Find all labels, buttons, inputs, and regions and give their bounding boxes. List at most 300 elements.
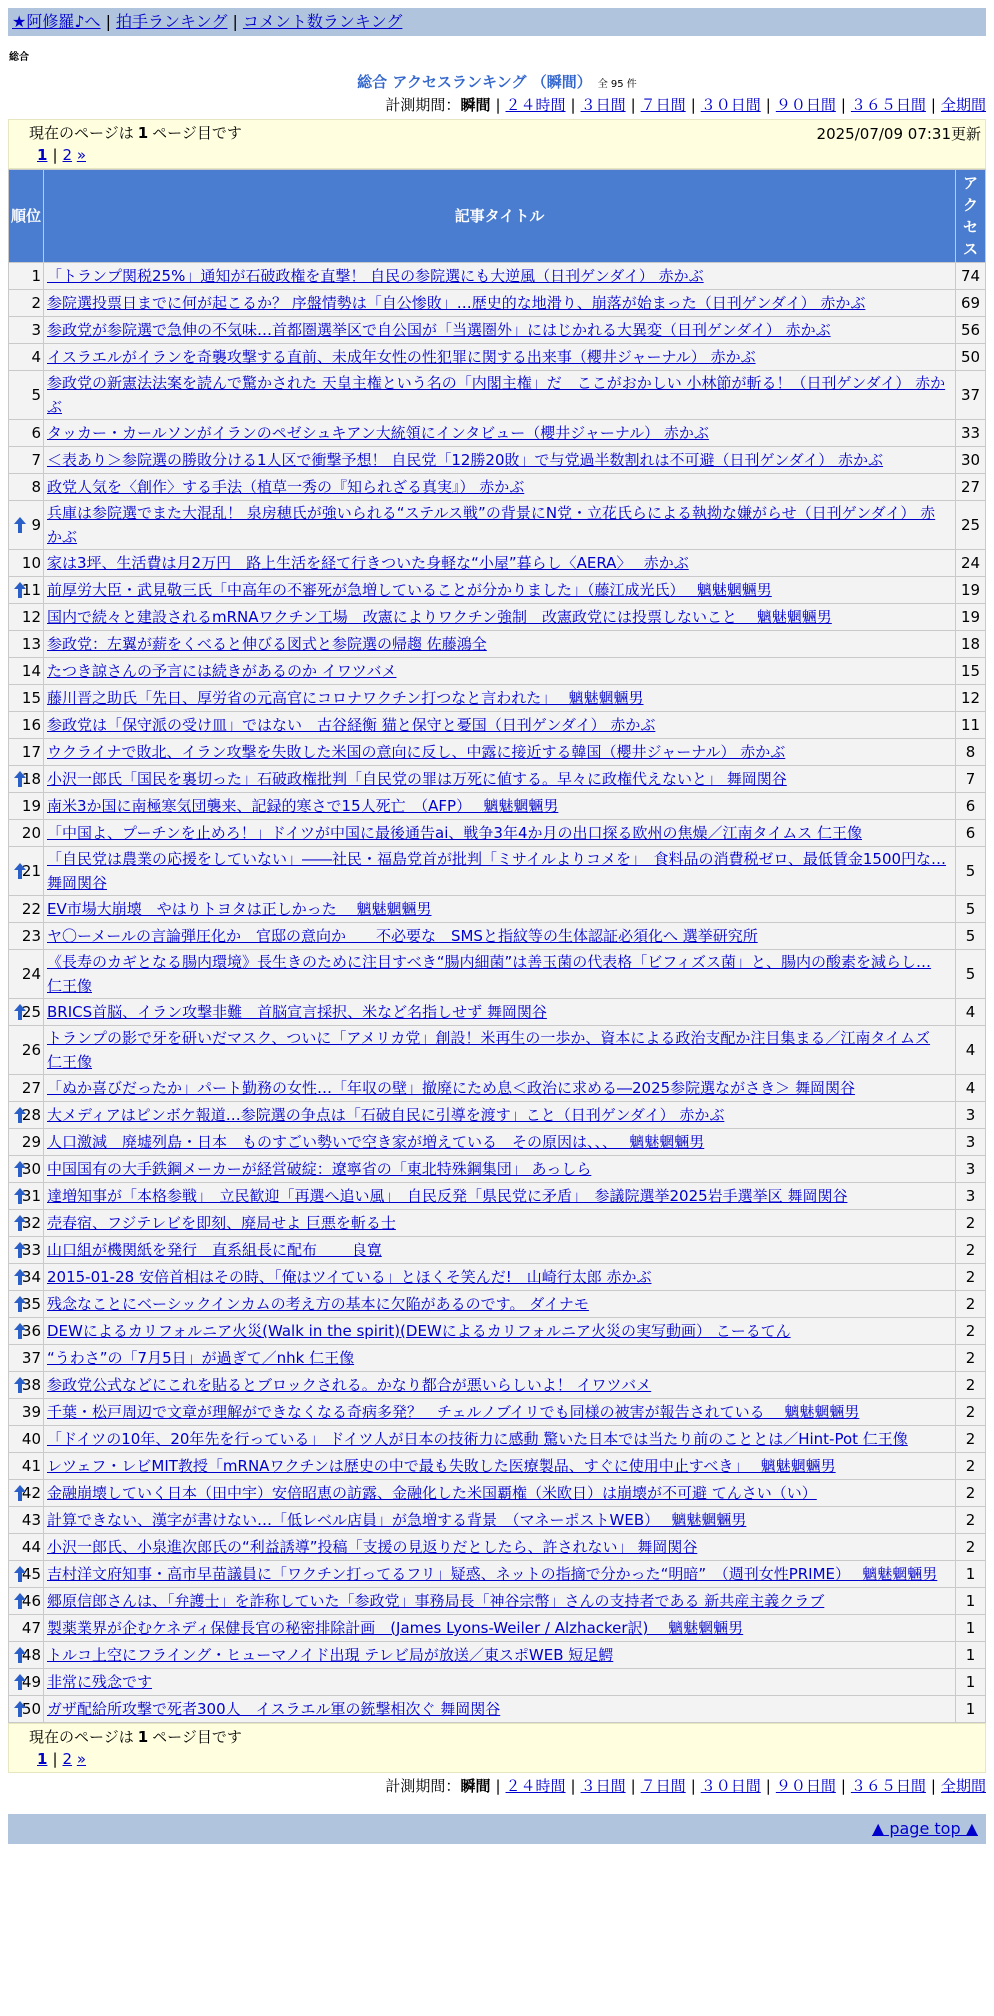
title-cell [44, 685, 956, 712]
ranking-table [8, 169, 986, 1723]
rank-number: 31 [21, 1187, 41, 1205]
rank-cell [9, 847, 44, 896]
access-count: 2 [956, 1426, 986, 1453]
access-count: 50 [956, 344, 986, 371]
access-count: 6 [956, 820, 986, 847]
title-cell [44, 604, 956, 631]
table-row [9, 447, 986, 474]
rank-cell [9, 1561, 44, 1588]
table-row [9, 290, 986, 317]
ranking-table-body [9, 263, 986, 1723]
rank-number: 39 [21, 1403, 41, 1421]
nav-link-comment-ranking[interactable]: コメント数ランキング [242, 12, 403, 31]
article-title-link[interactable]: 参政党公式などにこれを貼るとブロックされる。かなり都合が悪いらしいよ！ イワツバメ [47, 1376, 652, 1394]
table-row [9, 1264, 986, 1291]
access-count: 12 [956, 685, 986, 712]
article-title-link[interactable]: 計算できない、漢字が書けない…「低レベル店員」が急増する背景 （マネーポストWEB） 魑魅魍魎男 [47, 1511, 747, 1529]
title-cell [44, 739, 956, 766]
rank-number: 38 [21, 1376, 41, 1394]
table-row [9, 1615, 986, 1642]
rank-number: 22 [21, 900, 41, 918]
table-row [9, 1210, 986, 1237]
rank-up-arrow-icon [13, 1160, 27, 1178]
title-cell [44, 1642, 956, 1669]
article-title-link[interactable]: 千葉・松戸周辺で文章が理解ができなくなる奇病多発？ チェルノブイリでも同様の被害が報告されている 魑魅魍魎男 [47, 1403, 860, 1421]
table-row [9, 1345, 986, 1372]
rank-number: 3 [31, 321, 41, 339]
table-row [9, 1183, 986, 1210]
rank-number: 28 [21, 1106, 41, 1124]
title-cell [44, 1372, 956, 1399]
article-title-link[interactable]: 参政党が参院選で急伸の不気味…首都圏選挙区で自公国が「当選圏外」にはじかれる大異変（日刊ゲンダイ） 赤かぶ [47, 321, 831, 339]
access-count: 3 [956, 1156, 986, 1183]
access-count: 5 [956, 950, 986, 999]
page-separator: | [52, 146, 58, 164]
access-count: 19 [956, 604, 986, 631]
period-label: 計測期間： [385, 1777, 461, 1795]
title-cell [44, 1453, 956, 1480]
article-title-link[interactable]: 小沢一郎氏、小泉進次郎氏の“利益誘導”投稿「支援の見返りだとしたら、許されない」 舞岡関谷 [47, 1538, 698, 1556]
nav-link-clap-ranking[interactable]: 拍手ランキング [115, 12, 228, 31]
access-count: 1 [956, 1696, 986, 1723]
rank-number: 6 [31, 424, 41, 442]
article-title-link[interactable]: トルコ上空にフライング・ヒューマノイド出現 テレビ局が放送／東スポWEB 短足鰐 [47, 1646, 614, 1664]
rank-number: 42 [21, 1484, 41, 1502]
table-row [9, 896, 986, 923]
rank-number: 29 [21, 1133, 41, 1151]
period-link[interactable]: 全期間 [940, 96, 986, 114]
period-link[interactable]: ３日間 [580, 96, 626, 114]
article-title-link[interactable]: 郷原信郎さんは、「弁護士」を詐称していた「参政党」事務局長「神谷宗幣」さんの支持者である 新共産主義クラブ [47, 1592, 825, 1610]
page-title-row [0, 71, 994, 92]
next-page-link[interactable]: » [76, 1750, 87, 1768]
page-top-link[interactable]: ▲ page top ▲ [871, 1819, 978, 1838]
access-count: 8 [956, 739, 986, 766]
article-title-link[interactable]: 「中国よ、プーチンを止めろ！」ドイツが中国に最後通告ai、戦争3年4か月の出口探る欧州の焦燥／江南タイムス 仁王像 [47, 824, 862, 842]
table-row [9, 999, 986, 1026]
title-cell [44, 550, 956, 577]
title-cell [44, 631, 956, 658]
period-separator: | [690, 1777, 696, 1795]
table-row [9, 1318, 986, 1345]
article-title-link[interactable]: ＜表あり＞参院選の勝敗分ける1人区で衝撃予想！ 自民党「12勝20敗」で与党過半数割れは不可避（日刊ゲンダイ） 赤かぶ [47, 451, 884, 469]
period-separator: | [840, 96, 846, 114]
rank-cell [9, 474, 44, 501]
article-title-link[interactable]: 参院選投票日までに何が起こるか？ 序盤情勢は「自公惨敗」…歴史的な地滑り、崩落が始まった（日刊ゲンダイ） 赤かぶ [47, 294, 866, 312]
rank-cell [9, 344, 44, 371]
period-separator: | [840, 1777, 846, 1795]
title-cell [44, 766, 956, 793]
table-row [9, 658, 986, 685]
page-link-2[interactable]: 2 [62, 146, 73, 164]
page-links-bottom [37, 1748, 973, 1770]
period-current: 瞬間 [460, 96, 491, 114]
page-link-current[interactable]: 1 [37, 146, 48, 164]
table-row [9, 1696, 986, 1723]
rank-cell [9, 290, 44, 317]
access-count: 7 [956, 766, 986, 793]
article-title-link[interactable]: ウクライナで敗北、イラン攻撃を失敗した米国の意向に反し、中露に接近する韓国（櫻井ジャーナル） 赤かぶ [47, 743, 786, 761]
rank-number: 27 [21, 1079, 41, 1097]
rank-number: 50 [21, 1700, 41, 1718]
period-link[interactable]: ２４時間 [505, 96, 566, 114]
access-count: 25 [956, 501, 986, 550]
article-title-link[interactable]: ガザ配給所攻撃で死者300人 イスラエル軍の銃撃相次ぐ 舞岡関谷 [47, 1700, 501, 1718]
period-link[interactable]: ３６５日間 [850, 96, 926, 114]
rank-number: 47 [21, 1619, 41, 1637]
table-row [9, 766, 986, 793]
rank-up-arrow-icon [13, 770, 27, 788]
article-title-link[interactable]: 吉村洋文府知事・高市早苗議員に「ワクチン打ってるフリ」疑惑、ネットの指摘で分かった“明暗” （週刊女性PRIME） 魑魅魍魎男 [47, 1565, 938, 1583]
table-row [9, 847, 986, 896]
article-title-link[interactable]: 大メディアはピンボケ報道…参院選の争点は「石破自民に引導を渡す」こと（日刊ゲンダイ） 赤かぶ [47, 1106, 725, 1124]
article-title-link[interactable]: 参政党の新憲法法案を読んで驚かされた 天皇主権という名の「内閣主権」だ ここがおかしい 小林節が斬る！（日刊ゲンダイ） 赤かぶ [47, 374, 946, 416]
rank-cell [9, 1480, 44, 1507]
article-title-link[interactable]: トランプの影で牙を研いだマスク、ついに「アメリカ党」創設！米再生の一歩か、資本による政治支配か注目集まる／江南タイムズ 仁王像 [47, 1029, 931, 1071]
period-separator: | [765, 96, 771, 114]
period-separator: | [570, 1777, 576, 1795]
access-count: 69 [956, 290, 986, 317]
title-cell [44, 999, 956, 1026]
article-title-link[interactable]: 国内で続々と建設されるmRNAワクチン工場 改憲によりワクチン強制 改憲政党には投票しないこと 魑魅魍魎男 [47, 608, 832, 626]
title-cell [44, 1615, 956, 1642]
access-count: 3 [956, 1183, 986, 1210]
access-count: 19 [956, 577, 986, 604]
rank-cell [9, 999, 44, 1026]
rank-number: 49 [21, 1673, 41, 1691]
rank-cell [9, 1507, 44, 1534]
article-title-link[interactable]: 残念なことにベーシックインカムの考え方の基本に欠陥があるのです。 ダイナモ [47, 1295, 589, 1313]
title-cell [44, 447, 956, 474]
article-title-link[interactable]: 山口組が機関紙を発行 直系組長に配布 良寛 [47, 1241, 382, 1259]
period-separator: | [495, 96, 501, 114]
access-count: 74 [956, 263, 986, 290]
rank-number: 9 [31, 516, 41, 534]
title-cell [44, 1291, 956, 1318]
access-count: 4 [956, 999, 986, 1026]
rank-up-arrow-icon [13, 1700, 27, 1718]
rank-up-arrow-icon [13, 1484, 27, 1502]
rank-cell [9, 1237, 44, 1264]
rank-up-arrow-icon [13, 581, 27, 599]
period-separator: | [930, 1777, 936, 1795]
rank-cell [9, 550, 44, 577]
rank-cell [9, 1129, 44, 1156]
rank-number: 2 [31, 294, 41, 312]
rank-number: 13 [21, 635, 41, 653]
title-cell [44, 1696, 956, 1723]
title-cell [44, 263, 956, 290]
rank-up-arrow-icon [13, 1214, 27, 1232]
title-cell [44, 420, 956, 447]
title-cell [44, 1561, 956, 1588]
rank-number: 24 [21, 965, 41, 983]
period-separator: | [690, 96, 696, 114]
table-row [9, 1399, 986, 1426]
rank-number: 45 [21, 1565, 41, 1583]
rank-cell [9, 1264, 44, 1291]
access-count: 18 [956, 631, 986, 658]
table-row [9, 1372, 986, 1399]
title-cell [44, 1183, 956, 1210]
rank-number: 8 [31, 478, 41, 496]
period-link[interactable]: ９０日間 [775, 1777, 836, 1795]
article-title-link[interactable]: 非常に残念です [47, 1673, 153, 1691]
access-count: 3 [956, 1129, 986, 1156]
table-row [9, 263, 986, 290]
access-count: 2 [956, 1291, 986, 1318]
title-cell [44, 290, 956, 317]
article-title-link[interactable]: 2015-01-28 安倍首相はその時、「俺はツイている」とほくそ笑んだ! 山崎行太郎 赤かぶ [47, 1268, 652, 1286]
title-cell [44, 474, 956, 501]
rank-cell [9, 1318, 44, 1345]
current-page-info-bottom [29, 1726, 973, 1748]
rank-cell [9, 1102, 44, 1129]
rank-number: 30 [21, 1160, 41, 1178]
table-row [9, 1026, 986, 1075]
article-title-link[interactable]: たつき諒さんの予言には続きがあるのか イワツバメ [47, 662, 397, 680]
article-title-link[interactable]: 《長寿のカギとなる腸内環境》長生きのために注目すべき“腸内細菌”は善玉菌の代表格「ビフィズス菌」と、腸内の酸素を減らし… 仁王像 [47, 953, 932, 995]
access-count: 56 [956, 317, 986, 344]
title-cell [44, 1264, 956, 1291]
period-link[interactable]: ９０日間 [775, 96, 836, 114]
access-count: 2 [956, 1507, 986, 1534]
title-cell [44, 1345, 956, 1372]
top-nav [8, 8, 986, 36]
rank-number: 14 [21, 662, 41, 680]
period-separator: | [630, 1777, 636, 1795]
article-title-link[interactable]: タッカー・カールソンがイランのペゼシュキアン大統領にインタビュー（櫻井ジャーナル） 赤かぶ [47, 424, 709, 442]
rank-number: 4 [31, 348, 41, 366]
rank-number: 10 [21, 554, 41, 572]
title-cell [44, 896, 956, 923]
title-cell [44, 847, 956, 896]
table-row [9, 371, 986, 420]
article-title-link[interactable]: 金融崩壊していく日本（田中宇）安倍昭恵の訪露、金融化した米国覇権（米欧日）は崩壊が不可避 てんさい（い） [47, 1484, 817, 1502]
access-count: 2 [956, 1534, 986, 1561]
table-row [9, 1669, 986, 1696]
title-cell [44, 1534, 956, 1561]
rank-cell [9, 1453, 44, 1480]
rank-number: 25 [21, 1003, 41, 1021]
table-row [9, 820, 986, 847]
table-row [9, 1534, 986, 1561]
access-count: 15 [956, 658, 986, 685]
title-cell [44, 1075, 956, 1102]
period-link[interactable]: ２４時間 [505, 1777, 566, 1795]
rank-up-arrow-icon [13, 1565, 27, 1583]
table-row [9, 317, 986, 344]
rank-up-arrow-icon [13, 1646, 27, 1664]
rank-number: 46 [21, 1592, 41, 1610]
rank-number: 48 [21, 1646, 41, 1664]
article-title-link[interactable]: 「ぬか喜びだったか」パート勤務の女性…「年収の壁」撤廃にため息＜政治に求める―2025参院選ながさき＞ 舞岡関谷 [47, 1079, 855, 1097]
period-separator: | [630, 96, 636, 114]
access-count: 2 [956, 1318, 986, 1345]
access-count: 27 [956, 474, 986, 501]
title-cell [44, 1669, 956, 1696]
rank-cell [9, 1291, 44, 1318]
footer-bar [8, 1814, 986, 1844]
title-cell [44, 1318, 956, 1345]
page-links [37, 144, 973, 166]
article-title-link[interactable]: 売春宿、フジテレビを即刻、廃局せよ 巨悪を斬る士 [47, 1214, 396, 1232]
article-title-link[interactable]: 参政党は「保守派の受け皿」ではない 古谷経衡 猫と保守と憂国（日刊ゲンダイ） 赤かぶ [47, 716, 656, 734]
rank-number: 11 [21, 581, 41, 599]
period-separator: | [495, 1777, 501, 1795]
rank-number: 16 [21, 716, 41, 734]
rank-cell [9, 1615, 44, 1642]
period-link[interactable]: ７日間 [640, 96, 686, 114]
period-link[interactable]: ７日間 [640, 1777, 686, 1795]
title-cell [44, 317, 956, 344]
article-title-link[interactable]: 藤川晋之助氏「先日、厚労省の元高官にコロナワクチン打つなと言われた」 魑魅魍魎男 [47, 689, 644, 707]
rank-cell [9, 820, 44, 847]
rank-number: 37 [21, 1349, 41, 1367]
article-title-link[interactable]: 南米3か国に南極寒気団襲来、記録的寒さで15人死亡 （AFP） 魑魅魍魎男 [47, 797, 559, 815]
article-title-link[interactable]: 「トランプ関税25%」通知が石破政権を直撃！ 自民の参院選にも大逆風（日刊ゲンダイ） 赤かぶ [47, 267, 704, 285]
total-count: 全 95 件 [597, 79, 637, 90]
title-cell [44, 371, 956, 420]
title-cell [44, 950, 956, 999]
rank-up-arrow-icon [13, 1003, 27, 1021]
access-count: 5 [956, 896, 986, 923]
page-link-2[interactable]: 2 [62, 1750, 73, 1768]
nav-separator: | [232, 12, 238, 31]
article-title-link[interactable]: 製薬業界が企むケネディ保健長官の秘密排除計画 (James Lyons-Weiler / Alzhacker訳) 魑魅魍魎男 [47, 1619, 744, 1637]
rank-cell [9, 793, 44, 820]
rank-number: 5 [31, 386, 41, 404]
period-separator: | [570, 96, 576, 114]
access-count: 1 [956, 1588, 986, 1615]
article-title-link[interactable]: 「自民党は農業の応援をしていない」――社民・福島党首が批判「ミサイルよりコメを」 食料品の消費税ゼロ、最低賃金1500円な… 舞岡関谷 [47, 850, 947, 892]
rank-cell [9, 923, 44, 950]
table-row [9, 604, 986, 631]
rank-up-arrow-icon [13, 1268, 27, 1286]
rank-number: 26 [21, 1041, 41, 1059]
article-title-link[interactable]: イスラエルがイランを奇襲攻撃する直前、未成年女性の性犯罪に関する出来事（櫻井ジャーナル） 赤かぶ [47, 348, 756, 366]
article-title-link[interactable]: 兵庫は参院選でまた大混乱！ 泉房穂氏が強いられる“ステルス戦”の背景にN党・立花氏らによる執拗な嫌がらせ（日刊ゲンダイ） 赤かぶ [47, 504, 936, 546]
pager-bottom [8, 1723, 986, 1773]
rank-number: 21 [21, 862, 41, 880]
article-title-link[interactable]: DEWによるカリフォルニア火災(Walk in the spirit)(DEWによるカリフォルニア火災の実写動画） こーるてん [47, 1322, 791, 1340]
period-link[interactable]: ３０日間 [700, 96, 761, 114]
table-row [9, 474, 986, 501]
rank-number: 15 [21, 689, 41, 707]
current-page-number: 1 [137, 124, 149, 142]
table-row [9, 685, 986, 712]
title-cell [44, 344, 956, 371]
table-row [9, 631, 986, 658]
nav-separator: | [105, 12, 111, 31]
rank-cell [9, 739, 44, 766]
rank-cell [9, 896, 44, 923]
rank-number: 19 [21, 797, 41, 815]
rank-number: 40 [21, 1430, 41, 1448]
category-label: 総合 [9, 52, 29, 63]
article-title-link[interactable]: ヤ〇ーメールの言論弾圧化か 官邸の意向か 不必要な SMSと指紋等の生体認証必須化へ 選挙研究所 [47, 927, 758, 945]
table-row [9, 1507, 986, 1534]
article-title-link[interactable]: 中国国有の大手鉄鋼メーカーが経営破綻：遼寧省の「東北特殊鋼集団」 あっしら [47, 1160, 592, 1178]
rank-cell [9, 1156, 44, 1183]
rank-up-arrow-icon [13, 1322, 27, 1340]
table-row [9, 577, 986, 604]
table-row [9, 1642, 986, 1669]
period-link[interactable]: ３日間 [580, 1777, 626, 1795]
current-page-number: 1 [137, 1728, 149, 1746]
period-link[interactable]: ３０日間 [700, 1777, 761, 1795]
article-title-link[interactable]: 参政党：左翼が薪をくべると伸びる図式と参院選の帰趨 佐藤鴻全 [47, 635, 487, 653]
article-title-link[interactable]: 人口激減 廃墟列島・日本 ものすごい勢いで空き家が増えている その原因は、、、 魑魅魍魎男 [47, 1133, 705, 1151]
access-count: 1 [956, 1642, 986, 1669]
current-page-prefix: 現在のページは [29, 1728, 134, 1746]
title-cell [44, 658, 956, 685]
title-cell [44, 923, 956, 950]
table-row [9, 1291, 986, 1318]
page-separator: | [52, 1750, 58, 1768]
access-count: 4 [956, 1075, 986, 1102]
title-cell [44, 820, 956, 847]
access-count: 2 [956, 1210, 986, 1237]
period-separator: | [765, 1777, 771, 1795]
rank-cell [9, 1642, 44, 1669]
access-count: 2 [956, 1372, 986, 1399]
rank-number: 36 [21, 1322, 41, 1340]
article-title-link[interactable]: BRICS首脳、イラン攻撃非難 首脳宣言採択、米など名指しせず 舞岡関谷 [47, 1003, 547, 1021]
article-title-link[interactable]: 小沢一郎氏「国民を裏切った」石破政権批判「自民党の罪は万死に値する。早々に政権代えないと」 舞岡関谷 [47, 770, 787, 788]
access-count: 37 [956, 371, 986, 420]
access-count: 1 [956, 1561, 986, 1588]
article-title-link[interactable]: 政党人気を〈創作〉する手法（植草一秀の『知られざる真実』） 赤かぶ [47, 478, 525, 496]
nav-link-asyura[interactable]: ★阿修羅♪へ [12, 12, 101, 31]
table-row [9, 1075, 986, 1102]
table-row [9, 1561, 986, 1588]
rank-number: 33 [21, 1241, 41, 1259]
rank-cell [9, 1210, 44, 1237]
period-selector-top [8, 94, 986, 115]
rank-cell [9, 1534, 44, 1561]
period-label: 計測期間： [385, 96, 461, 114]
rank-cell [9, 631, 44, 658]
next-page-link[interactable]: » [76, 146, 87, 164]
article-title-link[interactable]: レツェフ・レビMIT教授「mRNAワクチンは歴史の中で最も失敗した医療製品、すぐに使用中止すべき」 魑魅魍魎男 [47, 1457, 836, 1475]
access-count: 2 [956, 1237, 986, 1264]
period-link[interactable]: 全期間 [940, 1777, 986, 1795]
article-title-link[interactable]: 家は3坪、生活費は月2万円 路上生活を経て行きついた身軽な“小屋”暮らし〈AERA〉 赤かぶ [47, 554, 689, 572]
current-page-suffix: ページ目です [152, 1728, 242, 1746]
title-cell [44, 1588, 956, 1615]
period-selector-bottom [8, 1775, 986, 1796]
rank-cell [9, 712, 44, 739]
table-row [9, 950, 986, 999]
access-count: 3 [956, 1102, 986, 1129]
rank-cell [9, 1669, 44, 1696]
title-cell [44, 793, 956, 820]
page-link-current[interactable]: 1 [37, 1750, 48, 1768]
article-title-link[interactable]: 「ドイツの10年、20年先を行っている」 ドイツ人が日本の技術力に感動 驚いた日本では当たり前のこととは／Hint-Pot 仁王像 [47, 1430, 908, 1448]
header-access: アクセス [956, 170, 986, 263]
rank-number: 18 [21, 770, 41, 788]
period-link[interactable]: ３６５日間 [850, 1777, 926, 1795]
rank-number: 23 [21, 927, 41, 945]
rank-cell [9, 317, 44, 344]
article-title-link[interactable]: 達増知事が「本格参戦」 立民歓迎「再選へ追い風」 自民反発「県民党に矛盾」 参議院選挙2025岩手選挙区 舞岡関谷 [47, 1187, 848, 1205]
title-cell [44, 1102, 956, 1129]
rank-up-arrow-icon [13, 1187, 27, 1205]
article-title-link[interactable]: 前厚労大臣・武見敬三氏「中高年の不審死が急増していることが分かりました」（藤江成光氏） 魑魅魍魎男 [47, 581, 772, 599]
article-title-link[interactable]: “うわさ”の「7月5日」が過ぎて／nhk 仁王像 [47, 1349, 355, 1367]
article-title-link[interactable]: EV市場大崩壊 やはりトヨタは正しかった 魑魅魍魎男 [47, 900, 432, 918]
